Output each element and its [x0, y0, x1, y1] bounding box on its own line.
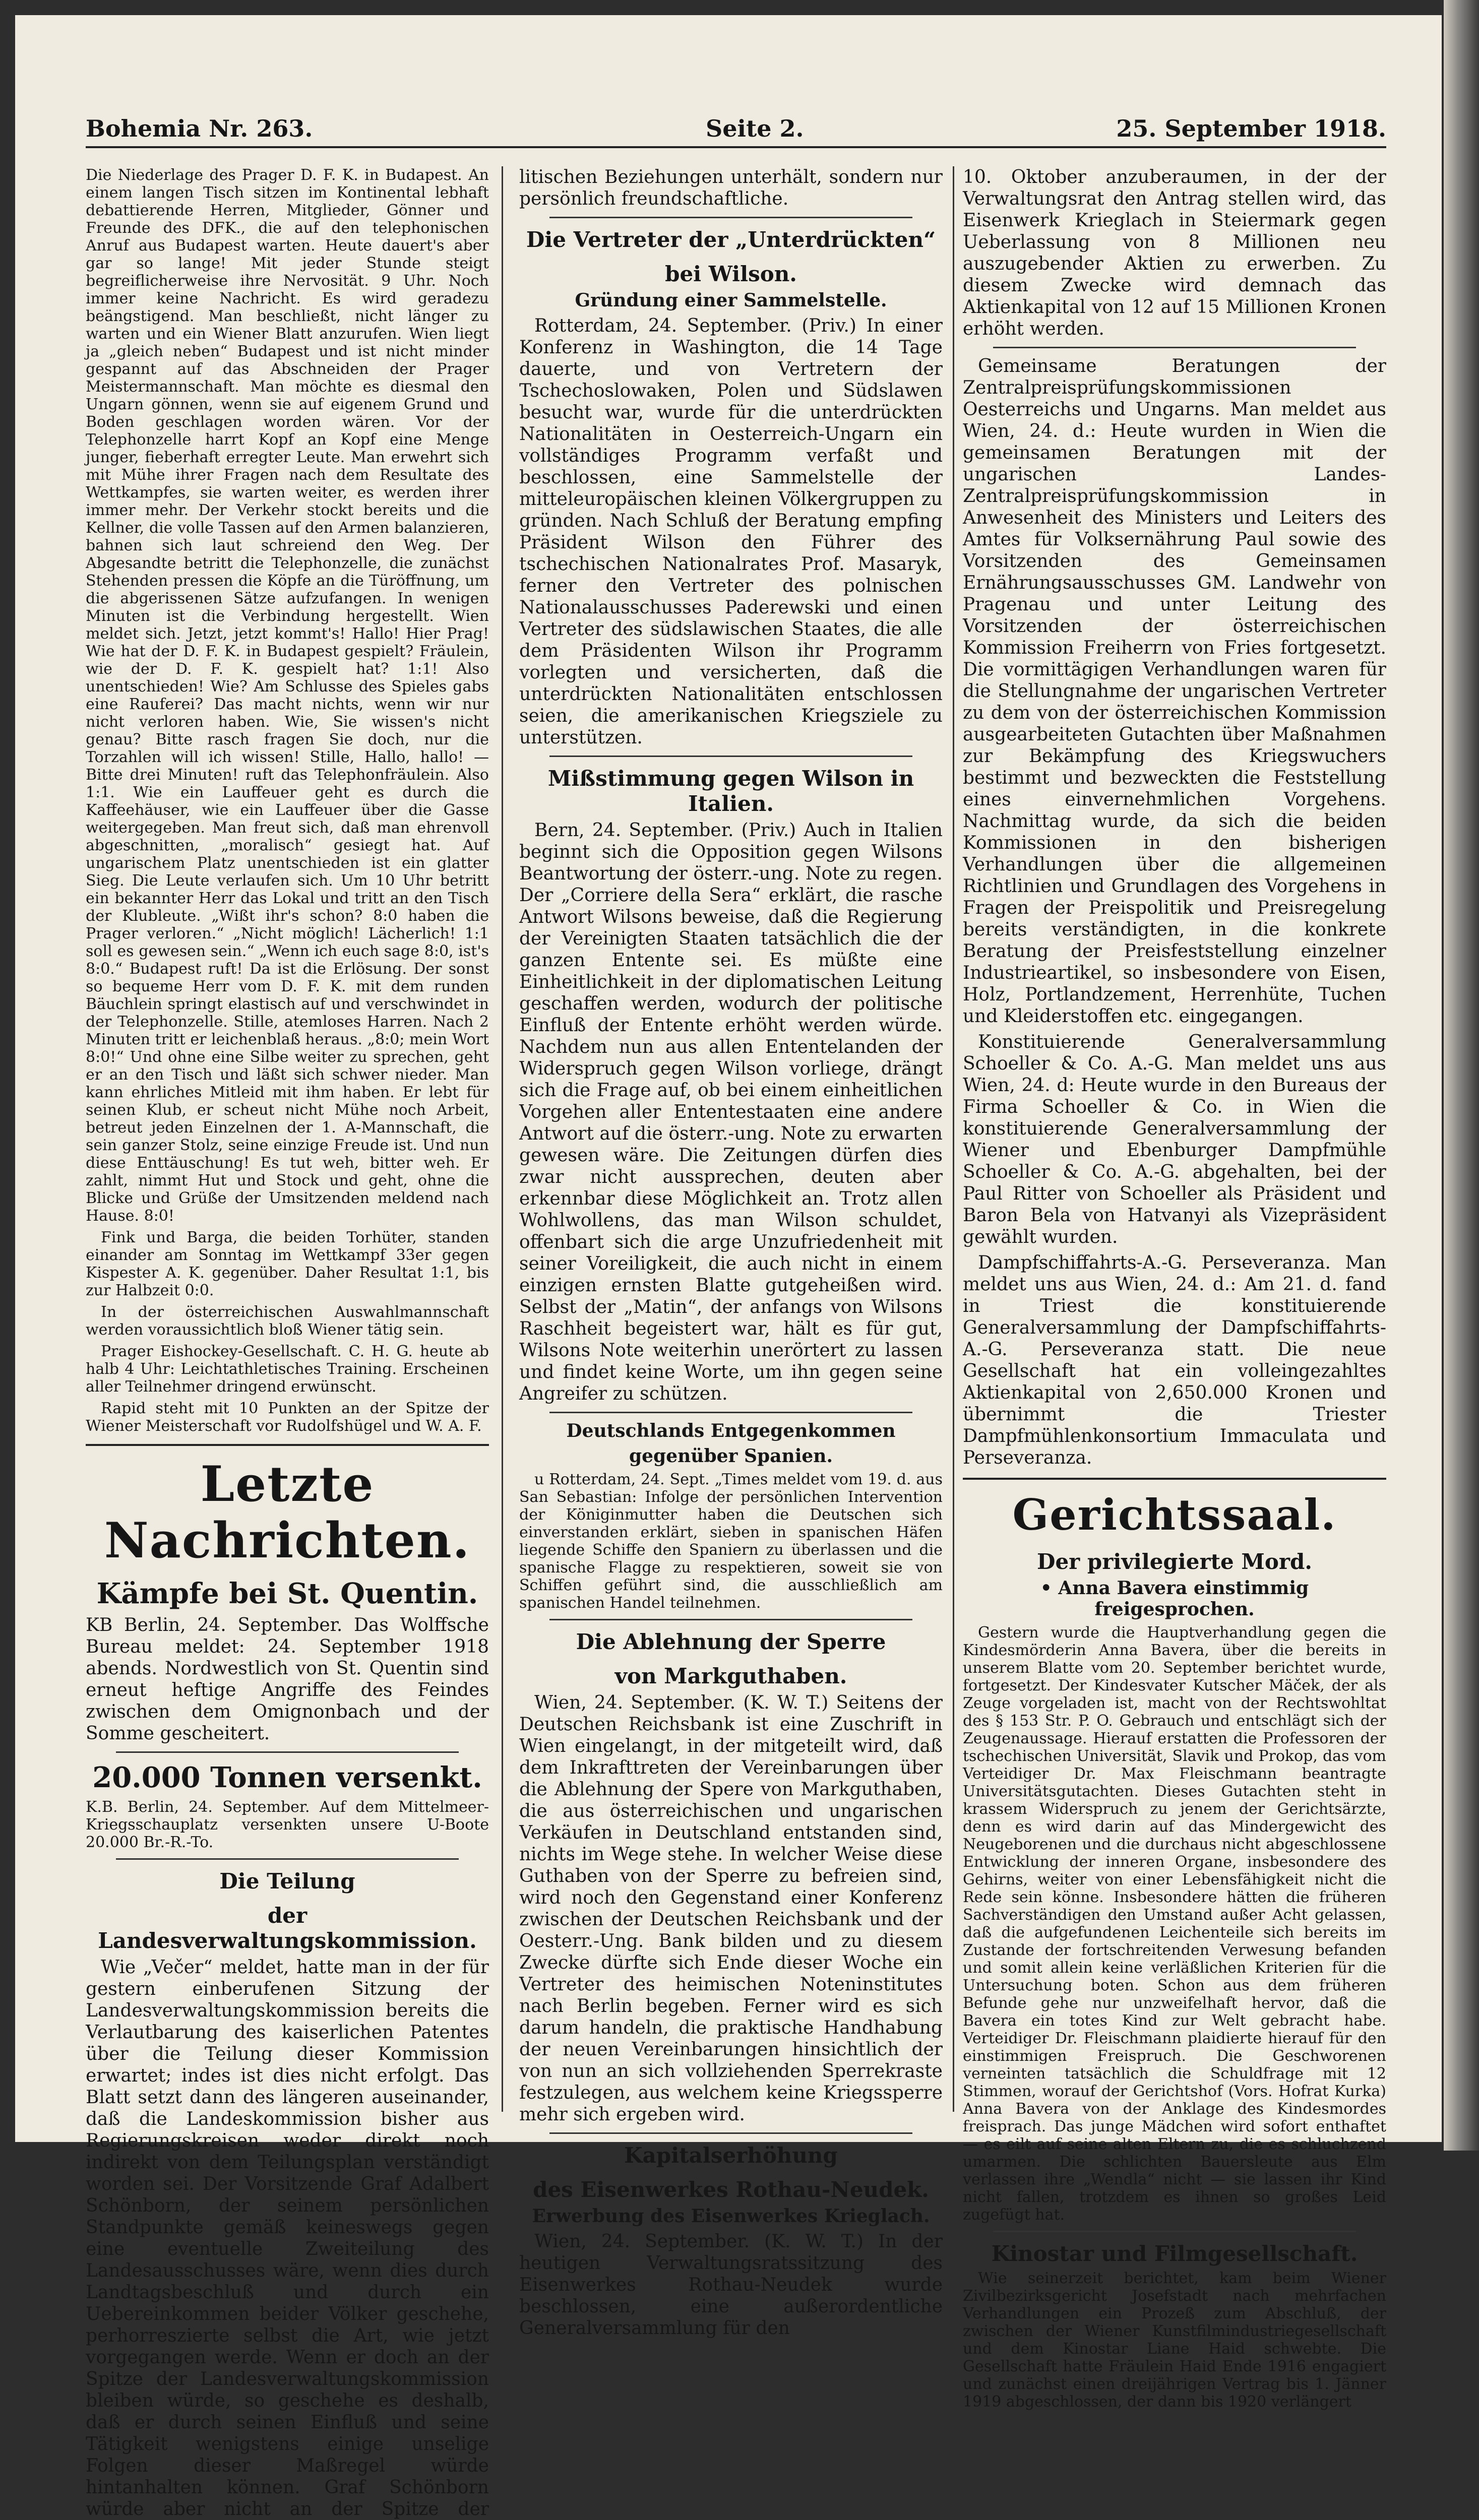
article-continuation-text: litischen Beziehungen unterhält, sondern nur persönlich freundschaftliche.: [519, 167, 943, 209]
headline-vertreter-line1: Die Vertreter der „Unterdrückten“: [526, 227, 936, 252]
article-teilung-text: Wie „Večer“ meldet, hatte man in der für gestern einberufenen Sitzung der Landesverwaltungskommission bereits die Verlautbarung des kaiserlichen Patentes über die Teilung dieser Kommission erwartet; indes ist dies nicht erfolgt. Das Blatt setzt dann des längeren auseinander, daß die Landeskommission bisher aus Regierungskreisen weder direkt noch indirekt von dem Teilungsplan verständigt worden sei. Der Vorsitzende Graf Adalbert Schönborn, der seinem persönlichen Standpunkte gemäß keineswegs gegen eine eventuelle Zweiteilung des Landesausschusses wäre, wenn dies durch Landtagsbeschluß und durch ein Uebereinkommen beider Völker geschehe, perhorreszierte selbst die Art, wie jetzt vorgegangen werde. Wenn er doch an der Spitze der Landesverwaltungskommission bleiben würde, so geschehe es deshalb, daß er durch seinen Einfluß und seine Tätigkeit wenigstens einige unselige Folgen dieser Maßregel würde hintanhalten können. Graf Schönborn würde aber nicht an der Spitze der: [86, 1957, 489, 2519]
column-2: [519, 166, 943, 2339]
section-title-letzte-nachrichten: Letzte Nachrichten.: [104, 1456, 471, 1569]
article-preis-text: Gemeinsame Beratungen der Zentralpreisprüfungskommissionen Oesterreichs und Ungarns. Man meldet aus Wien, 24. d.: Heute wurden in Wien die gemeinsamen Beratungen mit der ungarischen Landes-Zentralpreisprüfungskommission in Anwesenheit des Ministers und Leiters des Amtes für Volksernährung Paul sowie des Vorsitzenden des Gemeinsamen Ernährungsausschusses GM. Landwehr von Pragenau und unter Leitung des Vorsitzenden der österreichischen Kommission Freiherrn von Fries fortgesetzt. Die vormittägigen Verhandlungen waren für die Stellungnahme der ungarischen Vertreter zu dem von der österreichischen Kommission ausgearbeiteten Gutachten über Maßnahmen zur Bekämpfung des Kriegswuchers bestimmt und bezweckten die Feststellung eines einvernehmlichen Vorgehens. Nachmittag wurde, da sich die beiden Kommissionen in den bisherigen Verhandlungen über die allgemeinen Richtlinien und Grundlagen des Vorgehens in Fragen der Preispolitik und Preisregelung bereits verständigten, in die konkrete Beratung der Preisfeststellung einzelner Industrieartikel, so insbesondere von Eisen, Holz, Portlandzement, Herrenhüte, Tuchen und Kleiderstoffen etc. eingegangen.: [963, 356, 1386, 1027]
scan-edge: [1444, 0, 1479, 2151]
header-issue: Bohemia Nr. 263.: [86, 115, 313, 142]
article-divider: [116, 1751, 459, 1753]
sport-note-goalkeepers: Fink und Barga, die beiden Torhüter, standen einander am Sonntag im Wettkampf 33er gegen Kispester A. K. gegenüber. Daher Resultat 1:1, bis zur Halbzeit 0:0.: [86, 1229, 489, 1299]
article-divider: [549, 1412, 912, 1413]
article-kaempfe-text: KB Berlin, 24. September. Das Wolffsche Bureau meldet: 24. September 1918 abends. Nordwestlich von St. Quentin sind erneut heftige Angriffe des Feindes zwischen dem Omignonbach und der Somme gescheitert.: [86, 1615, 489, 1744]
article-divider: [116, 1858, 459, 1860]
article-tonnen-text: K.B. Berlin, 24. September. Auf dem Mittelmeer-Kriegsschauplatz versenkten unsere U-Boote 20.000 Br.-R.-To.: [86, 1798, 489, 1851]
headline-kaempfe: Kämpfe bei St. Quentin.: [96, 1577, 478, 1610]
article-divider: [549, 1619, 912, 1620]
headline-spanien-line2: gegenüber Spanien.: [629, 1445, 833, 1467]
article-continuation-text: 10. Oktober anzuberaumen, in der der Verwaltungsrat den Antrag stellen wird, das Eisenwerk Krieglach in Steiermark gegen Ueberlassung von 8 Millionen neu auszugebender Aktien zu erwerben. Zu diesem Zwecke wird demnach das Aktienkapital von 12 auf 15 Millionen Kronen erhöht werden.: [963, 167, 1386, 339]
article-sperre-text: Wien, 24. September. (K. W. T.) Seitens der Deutschen Reichsbank ist eine Zuschrift in Wien eingelangt, in der mitgeteilt wird, daß dem Inkrafttreten der Vereinbarungen über die Ablehnung der Spere von Markguthaben, die aus österreichischen und ungarischen Verkäufen in Deutschland entstanden sind, nichts im Wege stehe. In welcher Weise diese Guthaben von der Sperre zu befreien sind, wird noch den Gegenstand einer Konferenz zwischen der Deutschen Reichsbank und der Oesterr.-Ung. Bank bilden und zu diesem Zwecke dürfte sich Ende dieser Woche ein Vertreter des heimischen Noteninstitutes nach Berlin begeben. Ferner wird es sich darum handeln, die praktische Handhabung der neuen Vereinbarungen hinsichtlich der von nun an sich vollziehenden Sperrekraste festzulegen, aus welchem keine Kriegssperre mehr sich ergeben wird.: [519, 1692, 943, 2125]
headline-spanien-line1: Deutschlands Entgegenkommen: [566, 1420, 896, 1441]
article-divider: [549, 217, 912, 218]
column-1: [86, 166, 489, 2519]
article-vertreter-text: Rotterdam, 24. September. (Priv.) In einer Konferenz in Washington, die 14 Tage dauerte, und von Vertretern der Tschechoslowaken, Polen und Südslawen besucht war, wurde für die unterdrückten Nationalitäten in Oesterreich-Ungarn ein vollständiges Programm verfaßt und beschlossen, eine Sammelstelle der mitteleuropäischen kleinen Völkergruppen zu gründen. Nach Schluß der Beratung empfing Präsident Wilson den Führer des tschechischen Nationalrates Prof. Masaryk, ferner den Vertreter des polnischen Nationalausschusses Paderewski und einen Vertreter des südslawischen Staates, die alle dem Präsidenten Wilson ihr Programm vorlegten und versicherten, daß die unterdrückten Nationalitäten entschlossen seien, die amerikanischen Kriegsziele zu unterstützen.: [519, 316, 943, 748]
column-rule-1: [502, 166, 503, 2112]
newspaper-page: [15, 15, 1442, 2519]
headline-teilung-line2: der Landesverwaltungskommission.: [98, 1903, 477, 1953]
article-divider: [549, 755, 912, 757]
headline-missstimmung: Mißstimmung gegen Wilson in Italien.: [547, 766, 914, 816]
headline-kapital-line2: des Eisenwerkes Rothau-Neudek.: [533, 2177, 929, 2202]
headline-mord: Der privilegierte Mord.: [1037, 1549, 1312, 1574]
headline-sperre-line1: Die Ablehnung der Sperre: [576, 1629, 886, 1654]
subheadline-mord: • Anna Bavera einstimmig freigesprochen.: [1040, 1578, 1309, 1620]
header-page-number: Seite 2.: [706, 115, 804, 142]
headline-sperre-line2: von Markguthaben.: [614, 1664, 847, 1688]
section-divider: [963, 1478, 1386, 1480]
column-rule-2: [953, 166, 954, 2112]
section-divider: [86, 1444, 489, 1446]
article-missstimmung-text: Bern, 24. September. (Priv.) Auch in Italien beginnt sich die Opposition gegen Wilsons Beantwortung der österr.-ung. Note zu regen. Der „Corriere della Sera“ erklärt, die rasche Antwort Wilsons beweise, daß die Regierung der Vereinigten Staaten tatsächlich die der ganzen Entente sei. Es müßte eine Einheitlichkeit in der diplomatischen Leitung geschaffen werden, wodurch der politische Einfluß der Entente erhöht werden würde. Nachdem nun aus allen Ententelanden der Widerspruch gegen Wilson vorliege, drängt sich die Frage auf, ob bei einem einheitlichen Vorgehen aller Ententestaaten eine andere Antwort auf die österr.-ung. Note zu erwarten gewesen wäre. Die Zeitungen dürfen dies zwar nicht aussprechen, deuten aber erkennbar diese Möglichkeit an. Trotz allen Wohlwollens, das man Wilson schuldet, offenbart sich die arge Unzufriedenheit mit seiner Voreiligkeit, die auch nicht in einem einzigen ernsten Blatte gutgeheißen wird. Selbst der „Matin“, der anfangs von Wilsons Raschheit begeistert war, hält es für gut, Wilsons Note weiterhin unerörtert zu lassen und findet keine Worte, um ihn gegen seine Angreifer zu schützen.: [519, 820, 943, 1404]
column-3: [963, 166, 1386, 2411]
page-header: [86, 111, 1386, 148]
article-divider: [993, 347, 1356, 348]
sport-note-team: In der österreichischen Auswahlmannschaft werden voraussichtlich bloß Wiener tätig sein.: [86, 1303, 489, 1339]
article-schoeller-text: Konstituierende Generalversammlung Schoeller & Co. A.-G. Man meldet uns aus Wien, 24. d: Heute wurde in den Bureaus der Firma Schoeller & Co. in Wien die konstituierende Generalversammlung der Wiener und Ebenburger Dampfmühle Schoeller & Co. A.-G. abgehalten, bei der Paul Ritter von Schoeller als Präsident und Baron Bela von Hatvanyi als Vizepräsident gewählt wurden.: [963, 1032, 1386, 1247]
headline-kapital-line1: Kapitalserhöhung: [624, 2143, 838, 2168]
headline-vertreter-line2: bei Wilson.: [665, 262, 797, 286]
subheadline-vertreter: Gründung einer Sammelstelle.: [575, 290, 887, 311]
article-mord-text: Gestern wurde die Hauptverhandlung gegen die Kindesmörderin Anna Bavera, über die bereits in unserem Blatte vom 20. September berichtet wurde, fortgesetzt. Der Kindesvater Kutscher Mäček, der als Zeuge vorgeladen ist, macht von der Rechtswohltat des § 153 Str. P. O. Gebrauch und entschlägt sich der Zeugenaussage. Hierauf erstatten die Professoren der tschechischen Universität, Slavik und Prokop, das vom Verteidiger Dr. Max Fleischmann beantragte Universitätsgutachten. Dieses Gutachten steht in krassem Widerspruch zu jenem der Gerichtsärzte, denn es wird darin auf das Mindergewicht des Neugeborenen und die durchaus nicht abgeschlossene Entwicklung der inneren Organe, insbesondere des Gehirns, weiter von einer Lebensfähigkeit nicht die Rede sein könne. Insbesondere hätten die früheren Sachverständigen den Umstand außer Acht gelassen, daß die aufgefundenen Leichenteile sich bereits im Zustande der fortschreitenden Verwesung befanden und somit allein keine verläßlichen Kriterien für die Untersuchung boten. Schon aus dem früheren Befunde gehe nur unzweifelhaft hervor, daß die Bavera ein totes Kind zur Welt gebracht habe. Verteidiger Dr. Fleischmann plaidierte hierauf für den einstimmigen Freispruch. Die Geschworenen verneinten tatsächlich die Schuldfrage mit 12 Stimmen, worauf der Gerichtshof (Vors. Hofrat Kurka) Anna Bavera von der Anklage des Kindesmordes freisprach. Das junge Mädchen wird sofort enthaftet — es eilt auf seine alten Eltern zu, die es schluchzend umarmen. Die schlichten Bauersleute aus Elm verlassen ihre „Wendla“ nicht — sie lassen ihr Kind nicht fallen, trotzdem es ihnen so großes Leid zugefügt hat.: [963, 1624, 1386, 2224]
article-kapital-text: Wien, 24. September. (K. W. T.) In der heutigen Verwaltungsratssitzung des Eisenwerkes Rothau-Neudek wurde beschlossen, eine außerordentliche Generalversammlung für den: [519, 2231, 943, 2339]
header-date: 25. September 1918.: [1116, 115, 1386, 142]
article-divider: [549, 2132, 912, 2134]
headline-teilung-line1: Die Teilung: [219, 1869, 355, 1894]
subheadline-kapital: Erwerbung des Eisenwerkes Krieglach.: [532, 2206, 930, 2227]
article-divider: [993, 2231, 1356, 2232]
sport-note-hockey: Prager Eishockey-Gesellschaft. C. H. G. heute ab halb 4 Uhr: Leichtathletisches Training. Erscheinen aller Teilnehmer dringend erwünscht.: [86, 1343, 489, 1396]
article-dampfschiff-text: Dampfschiffahrts-A.-G. Perseveranza. Man meldet uns aus Wien, 24. d.: Am 21. d. fand in Triest die konstituierende Generalversammlung der Dampfschiffahrts-A.-G. Perseveranza statt. Die neue Gesellschaft hat ein volleingezahltes Aktienkapital von 2,650.000 Kronen und übernimmt die Triester Dampfmühlenkonsortium Immaculata und Perseveranza.: [963, 1252, 1386, 1468]
article-kino-text: Wie seinerzeit berichtet, kam beim Wiener Zivilbezirksgericht Josefstadt nach mehrfachen Verhandlungen ein Prozeß zum Abschluß, der zwischen der Wiener Kunstfilmindustriegesellschaft und dem Kinostar Liane Haid schwebte. Die Gesellschaft hatte Fräulein Haid Ende 1916 engagiert und zunächst einen dreijährigen Vertrag bis 1. Jänner 1919 abgeschlossen, der dann bis 1920 verlängert: [963, 2270, 1386, 2411]
article-spanien-text: u Rotterdam, 24. Sept. „Times meldet vom 19. d. aus San Sebastian: Infolge der persönlichen Intervention der Königinmutter haben die Deutschen sich einverstanden erklärt, sieben in spanischen Häfen liegende Schiffe den Spaniern zu überlassen und die spanische Flagge zu respektieren, soweit sie von Schiffen geführt sind, die ausschließlich am spanischen Handel teilnehmen.: [519, 1471, 943, 1612]
headline-tonnen: 20.000 Tonnen versenkt.: [92, 1761, 482, 1794]
headline-kino: Kinostar und Filmgesellschaft.: [991, 2241, 1358, 2266]
sport-note-rapid: Rapid steht mit 10 Punkten an der Spitze der Wiener Meisterschaft vor Rudolfshügel und W. A. F.: [86, 1400, 489, 1435]
section-title-gerichtssaal: Gerichtssaal.: [1012, 1490, 1337, 1540]
sport-report-text: Die Niederlage des Prager D. F. K. in Budapest. An einem langen Tisch sitzen im Kontinental lebhaft debattierende Herren, Mitglieder, Gönner und Freunde des DFK., die auf den telephonischen Anruf aus Budapest warten. Heute dauert's aber gar so lange! Mit jeder Stunde steigt begreiflicherweise ihre Nervosität. 9 Uhr. Noch immer keine Nachricht. Es wird geradezu beängstigend. Man beschließt, nicht länger zu warten und ein Wiener Blatt anzurufen. Wien liegt ja „gleich neben“ Budapest und ist nicht minder gespannt auf das Abschneiden der Prager Meistermannschaft. Man möchte es diesmal den Ungarn gönnen, wenn sie auf eigenem Grund und Boden geschlagen worden wären. Vor der Telephonzelle harrt Kopf an Kopf eine Menge junger, fieberhaft erregter Leute. Man erwehrt sich mit Mühe ihrer Fragen nach dem Resultate des Wettkampfes, sie warten weiter, es werden ihrer immer mehr. Der Verkehr stockt bereits und die Kellner, die volle Tassen auf den Armen balanzieren, bahnen sich laut schreiend den Weg. Der Abgesandte betritt die Telephonzelle, die zunächst Stehenden pressen die Köpfe an die Türöffnung, um die abgerissenen Sätze aufzufangen. In wenigen Minuten ist die Verbindung hergestellt. Wien meldet sich. Jetzt, jetzt kommt's! Hallo! Hier Prag! Wie hat der D. F. K. in Budapest gespielt? Fräulein, wie der D. F. K. gespielt hat? 1:1! Also unentschieden! Wie? Am Schlusse des Spieles gabs eine Rauferei? Das macht nichts, wenn wir nur nicht verloren haben. Wie, Sie wissen's nicht genau? Bitte rasch fragen Sie doch, nur die Torzahlen will ich wissen! Stille, Hallo, hallo! — Bitte drei Minuten! ruft das Telephonfräulein. Also 1:1. Wie ein Lauffeuer geht es durch die Kaffeehäuser, wie ein Lauffeuer über die Gasse weitergegeben. Man freut sich, daß man ehrenvoll abgeschnitten, „moralisch“ gesiegt hat. Auf ungarischem Platz unentschieden ist ein glatter Sieg. Die Leute verlaufen sich. Um 10 Uhr betritt ein bekannter Herr das Lokal und tritt an den Tisch der Klubleute. „Wißt ihr's schon? 8:0 haben die Prager verloren.“ „Nicht möglich! Lächerlich! 1:1 soll es gewesen sein.“ „Wenn ich euch sage 8:0, ist's 8:0.“ Budapest ruft! Da ist die Erlösung. Der sonst so bequeme Herr vom D. F. K. mit dem runden Bäuchlein springt elastisch auf und verschwindet in der Telephonzelle. Stille, atemloses Harren. Nach 2 Minuten tritt er leichenblaß heraus. „8:0; mein Wort 8:0!“ Und ohne eine Silbe weiter zu sprechen, geht er an den Tisch und läßt sich schwer nieder. Man kann ehrliches Mitleid mit ihm haben. Er lebt für seinen Klub, er scheut nicht Mühe noch Arbeit, betreut jeden Einzelnen der 1. A-Mannschaft, die sein ganzer Stolz, seine einzige Freude ist. Und nun diese Enttäuschung! Es tut weh, bitter weh. Er zahlt, nimmt Hut und Stock und geht, ohne die Blicke und Grüße der Umsitzenden meldend nach Hause. 8:0!: [86, 166, 489, 1225]
